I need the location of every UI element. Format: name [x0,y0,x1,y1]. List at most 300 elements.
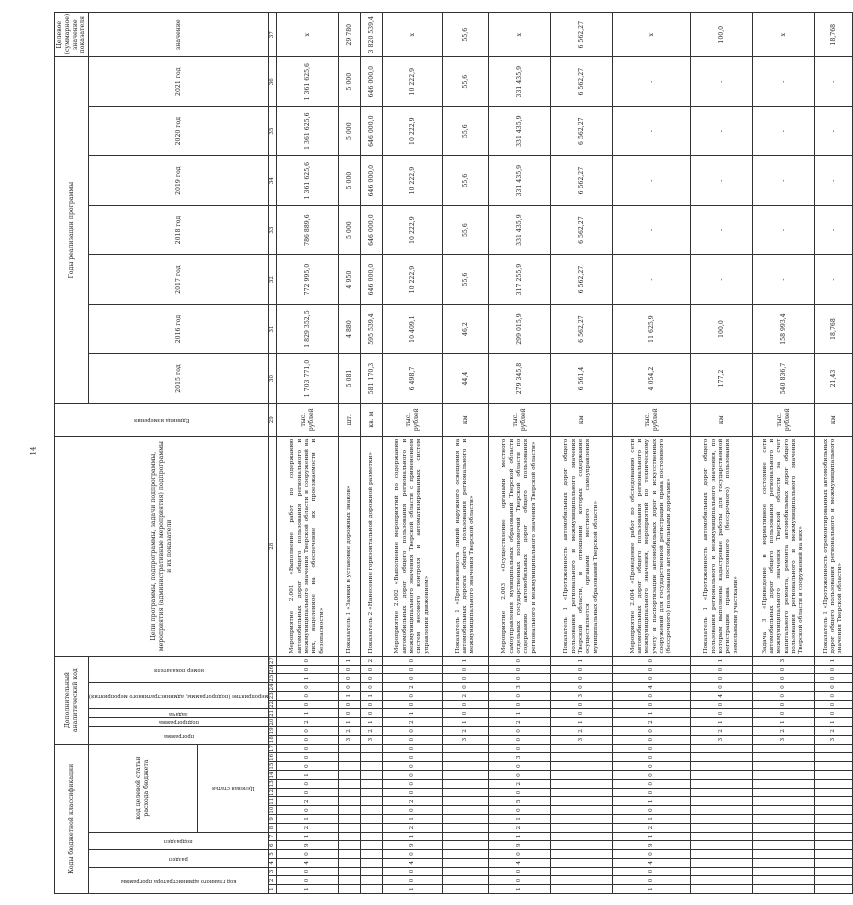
col-index: 32 [269,255,277,304]
code-digit-cell: 4 [613,858,691,867]
unit-cell: км [551,403,613,436]
code-digit-cell [815,744,853,753]
code-digit-cell [753,885,815,894]
year-value-cell: 4 950 [339,255,361,304]
code-digit-cell [691,744,753,753]
year-value-cell: - [815,106,853,155]
code-digit-cell [339,867,361,876]
year-value-cell: 6 562,27 [551,304,613,353]
target-value-cell: х [753,13,815,57]
year-2020-header: 2020 год [89,106,269,155]
unit-cell: тыс. рублей [489,403,551,436]
target-value-cell: 3 820 539,4 [361,13,383,57]
year-value-cell: 55,6 [443,156,489,205]
code-digit-cell: 3 [551,691,613,700]
code-digit-cell: 0 [753,691,815,700]
year-value-cell: - [613,156,691,205]
code-digit-cell [551,806,613,815]
code-digit-cell [551,841,613,850]
code-digit-cell [551,876,613,885]
code-digit-cell: 2 [613,718,691,727]
col-index: 17 [269,745,276,753]
code-digit-cell [339,753,361,762]
row-name-cell: Показатель 2 «Нанесение горизонтальной дорожной разметки» [361,436,383,656]
col-index: 29 [269,403,277,436]
code-digit-cell: 0 [551,674,613,683]
extra-code-header: Дополнительный аналитический код [55,656,89,744]
code-digit-cell [691,885,753,894]
code-digit-cell: 0 [613,788,691,797]
col-index: 12 [269,789,276,797]
year-value-cell: 5 000 [339,156,361,205]
code-digit-cell [815,762,853,771]
code-digit-cell [753,797,815,806]
code-digit-cell: 1 [277,832,339,841]
code-digit-cell: 0 [383,744,443,753]
code-digit-cell: 0 [339,700,361,709]
target-value-cell: х [489,13,551,57]
col-index: 5 [269,850,277,859]
code-digit-cell: 1 [361,718,383,727]
year-value-cell: 786 889,6 [277,205,339,254]
year-value-cell: 10 222,9 [383,57,443,106]
row-name-cell: Задача 3 «Приведение в нормативное состояние сети автомобильных дорог общего пользования регионального и межмуниципального значения Тверской области за счет капитального ремонта, ремонта автомобильных дорог общего пользования регионального и межмуниципального значения Тверской области и сооружений на них» [753,436,815,656]
code-digit-cell: 1 [277,885,339,894]
code-digit-cell: 0 [361,665,383,674]
target-value-cell: 55,6 [443,13,489,57]
year-value-cell: 10 222,9 [383,156,443,205]
code-digit-cell [815,788,853,797]
code-digit-cell: 1 [815,656,853,665]
code-digit-cell [753,753,815,762]
code-digit-cell [753,823,815,832]
col-index: 6 [269,841,277,850]
code-digit-cell [339,832,361,841]
year-value-cell: 55,6 [443,57,489,106]
year-value-cell: - [815,57,853,106]
year-value-cell: - [753,57,815,106]
code-digit-cell [443,876,489,885]
code-digit-cell: 0 [613,665,691,674]
unit-cell: тыс. рублей [753,403,815,436]
code-digit-cell: 0 [383,850,443,859]
code-digit-cell: 0 [489,735,551,744]
code-digit-cell: 5 [489,797,551,806]
code-digit-cell: 2 [443,727,489,736]
code-digit-cell [815,876,853,885]
code-digit-cell [361,832,383,841]
unit-cell: км [443,403,489,436]
code-digit-cell: 0 [815,683,853,692]
code-digit-cell: 2 [277,718,339,727]
code-digit-cell [815,753,853,762]
year-value-cell: 55,6 [443,106,489,155]
code-digit-cell [339,762,361,771]
code-digit-cell: 0 [489,691,551,700]
code-digit-cell: 1 [443,656,489,665]
code-digit-cell: 0 [489,762,551,771]
code-digit-cell [815,850,853,859]
year-value-cell: 4 880 [339,304,361,353]
col-index: 31 [269,304,277,353]
col-index: 27 [269,657,276,665]
year-value-cell: 5 000 [339,106,361,155]
code-digit-cell [551,850,613,859]
target-value-cell: 29 780 [339,13,361,57]
code-digit-cell: 9 [489,841,551,850]
code-digit-cell [361,762,383,771]
year-value-cell: 581 170,3 [361,354,383,403]
code-digit-cell: 2 [489,779,551,788]
year-value-cell: 55,6 [443,255,489,304]
target-value-cell: 18,768 [815,13,853,57]
year-value-cell: 10 222,9 [383,255,443,304]
year-2015-header: 2015 год [89,354,269,403]
year-value-cell: - [815,156,853,205]
code-digit-cell: 4 [489,858,551,867]
code-digit-cell [361,841,383,850]
code-digit-cell: 0 [443,674,489,683]
code-digit-cell: 0 [443,683,489,692]
code-digit-cell: 2 [361,727,383,736]
code-digit-cell: 2 [383,718,443,727]
year-value-cell: 6 562,27 [551,106,613,155]
code-digit-cell [339,744,361,753]
code-digit-cell [361,850,383,859]
code-digit-cell [339,876,361,885]
code-digit-cell: 3 [753,656,815,665]
year-value-cell: 331 435,9 [489,205,551,254]
code-digit-cell: 0 [443,709,489,718]
code-digit-cell: 1 [551,718,613,727]
code-digit-cell [815,858,853,867]
year-value-cell: 6 562,27 [551,57,613,106]
row-name-cell: Мероприятие 2.001 «Выполнение работ по содержанию автомобильных дорог общего пользования регионального и межмуниципального значения Тверской области и сооружений на них, нацеленное на обеспечение их проезжаемости и безопасности» [277,436,339,656]
code-digit-cell: 0 [753,683,815,692]
code-digit-cell: 1 [361,691,383,700]
col-index: 20 [269,718,276,726]
code-digit-cell [691,867,753,876]
code-digit-cell: 3 [753,735,815,744]
code-digit-cell [691,771,753,780]
year-value-cell: 5 000 [339,57,361,106]
page-number: 14 [29,446,38,456]
code-digit-cell: 4 [383,858,443,867]
target-group-header: Целевое (суммарное) значение показателя [55,13,89,57]
code-digit-cell: 0 [383,700,443,709]
unit-cell: тыс. рублей [277,403,339,436]
code-digit-cell: 2 [277,797,339,806]
code-digit-cell [753,788,815,797]
year-value-cell: 331 435,9 [489,106,551,155]
code-digit-cell: 0 [383,735,443,744]
code-digit-cell: 0 [613,867,691,876]
table-row [361,13,383,894]
year-value-cell: - [613,57,691,106]
code-digit-cell: 3 [489,753,551,762]
code-digit-cell [443,832,489,841]
code-digit-cell: 0 [489,700,551,709]
table-row [383,13,443,894]
code-digit-cell: 0 [383,779,443,788]
year-value-cell: 317 255,9 [489,255,551,304]
code-digit-cell: 1 [551,656,613,665]
year-2017-header: 2017 год [89,255,269,304]
row-name-cell: Показатель 1 «Протяженность отремонтированных автомобильных дорог общего пользования регионального и межмуниципального значения Тверской области» [815,436,853,656]
code-digit-cell: 0 [383,665,443,674]
code-digit-cell [361,779,383,788]
code-digit-cell [753,867,815,876]
col-index: 13 [269,780,276,788]
code-digit-cell [691,753,753,762]
code-digit-cell [551,885,613,894]
code-digit-cell: 0 [277,850,339,859]
code-digit-cell [691,858,753,867]
code-digit-cell [551,762,613,771]
row-name-cell: Показатель 1 «Протяженность линий наружного освещения на автомобильных дорогах общего пользования регионального и межмуниципального значения Тверской области» [443,436,489,656]
code-digit-cell: 0 [691,665,753,674]
code-digit-cell: 0 [383,876,443,885]
code-digit-cell: 4 [613,683,691,692]
code-digit-cell: 0 [753,665,815,674]
code-digit-cell: 0 [383,762,443,771]
code-digit-cell [443,797,489,806]
code-digit-cell: 0 [383,656,443,665]
year-value-cell: 646 000,0 [361,205,383,254]
code-digit-cell: 2 [489,718,551,727]
col-index: 14 [269,771,276,779]
col-index: 15 [269,762,276,770]
code-digit-cell [339,885,361,894]
year-value-cell: 646 000,0 [361,156,383,205]
code-digit-cell: 2 [489,823,551,832]
code-digit-cell [361,753,383,762]
admin-code-header: код главного администратора программы [89,867,269,893]
code-digit-cell: 0 [815,700,853,709]
year-value-cell: 4 054,2 [613,354,691,403]
target-value-cell: х [613,13,691,57]
year-value-cell: 1 829 352,5 [277,304,339,353]
code-digit-cell [443,771,489,780]
code-digit-cell [753,841,815,850]
code-digit-cell: 1 [489,814,551,823]
code-digit-cell [443,850,489,859]
code-digit-cell: 2 [361,656,383,665]
code-digit-cell: 1 [691,656,753,665]
code-digit-cell: 0 [361,683,383,692]
code-digit-cell [691,788,753,797]
code-digit-cell [361,744,383,753]
code-digit-cell: 0 [489,867,551,876]
table-row [443,13,489,894]
code-digit-cell: 0 [383,753,443,762]
target-article-header: код целевой статьи расхода бюджета [89,744,198,832]
code-digit-cell [551,858,613,867]
col-index: 10 [269,806,276,814]
year-value-cell: - [613,205,691,254]
code-digit-cell: 0 [691,674,753,683]
year-value-cell: 299 015,9 [489,304,551,353]
code-digit-cell [753,744,815,753]
year-value-cell: 6 562,27 [551,205,613,254]
code-digit-cell: 0 [613,753,691,762]
row-name-cell: Показатель 1 «Протяженность автомобильных дорог общего пользования регионального и межмуниципального значения, по которым выполнены кадастровые работы для государственной регистрации права постоянного (бессрочного) пользования земельными участками» [691,436,753,656]
code-digit-cell: 0 [383,806,443,815]
col-index: 3 [269,867,277,876]
code-digit-cell: 1 [613,709,691,718]
code-digit-cell: 2 [443,691,489,700]
code-digit-cell: 1 [613,814,691,823]
code-digit-cell: 0 [551,665,613,674]
code-digit-cell: 1 [339,656,361,665]
col-index: 16 [269,753,276,761]
year-value-cell: - [753,106,815,155]
code-digit-cell: 1 [383,885,443,894]
code-digit-cell: 0 [489,727,551,736]
code-digit-cell [691,779,753,788]
years-group-header: Годы реализации программы [55,57,89,403]
code-digit-cell [361,788,383,797]
code-digit-cell: 3 [443,735,489,744]
unit-cell: тыс. рублей [383,403,443,436]
code-digit-cell [691,876,753,885]
table-row [339,13,361,894]
code-digit-cell: 1 [339,691,361,700]
code-digit-cell: 1 [383,832,443,841]
code-digit-cell: 1 [815,718,853,727]
year-value-cell: - [753,156,815,205]
year-value-cell: 11 625,9 [613,304,691,353]
year-2018-header: 2018 год [89,205,269,254]
col-index: 26 [269,665,276,673]
col-index: 23 [269,692,276,700]
code-digit-cell [551,814,613,823]
code-digit-cell: 0 [443,665,489,674]
year-value-cell: 158 993,4 [753,304,815,353]
code-digit-cell: 0 [339,709,361,718]
code-digit-cell: 0 [277,735,339,744]
year-value-cell: 1 361 625,6 [277,57,339,106]
code-digit-cell: 2 [551,727,613,736]
code-digit-cell [753,806,815,815]
code-digit-cell: 0 [551,700,613,709]
code-digit-cell: 1 [489,832,551,841]
year-value-cell: 177,2 [691,354,753,403]
code-digit-cell [443,885,489,894]
code-digit-cell [443,788,489,797]
code-digit-cell: 0 [613,674,691,683]
year-value-cell: - [691,255,753,304]
code-digit-cell: 1 [339,718,361,727]
code-digit-cell: 0 [489,771,551,780]
code-digit-cell: 2 [691,727,753,736]
code-digit-cell: 1 [613,885,691,894]
program-rows [277,13,853,894]
code-digit-cell [443,823,489,832]
target-value-cell: 6 562,27 [551,13,613,57]
year-value-cell: - [753,255,815,304]
code-digit-cell: 1 [613,832,691,841]
year-value-cell: 595 539,4 [361,304,383,353]
code-digit-cell: 0 [489,674,551,683]
code-digit-cell: 0 [361,674,383,683]
code-digit-cell: 3 [551,735,613,744]
year-value-cell: 100,0 [691,304,753,353]
year-value-cell: 6 562,27 [551,255,613,304]
code-digit-cell [691,814,753,823]
code-digit-cell: 0 [443,700,489,709]
code-digit-cell [361,867,383,876]
year-2016-header: 2016 год [89,304,269,353]
target-value-cell: 100,0 [691,13,753,57]
code-digit-cell: 1 [277,674,339,683]
year-2019-header: 2019 год [89,156,269,205]
code-digit-cell [361,876,383,885]
row-name-cell: Показатель 1 «Заявки в установке дорожных знаков» [339,436,361,656]
code-digit-cell [691,823,753,832]
code-digit-cell: 1 [277,771,339,780]
code-digit-cell: 2 [277,823,339,832]
code-digit-cell [339,788,361,797]
year-value-cell: - [815,255,853,304]
year-value-cell: - [613,106,691,155]
code-digit-cell [361,858,383,867]
unit-column-header: Единица измерения [55,403,269,436]
code-digit-cell: 0 [815,709,853,718]
code-digit-cell: 9 [383,841,443,850]
code-digit-cell: 0 [753,674,815,683]
code-digit-cell [815,885,853,894]
year-value-cell: 10 222,9 [383,106,443,155]
code-digit-cell [815,814,853,823]
code-digit-cell [339,858,361,867]
code-digit-cell: 0 [613,727,691,736]
col-index: 24 [269,683,276,691]
code-digit-cell: 0 [339,665,361,674]
code-digit-cell [691,806,753,815]
code-digit-cell [753,779,815,788]
code-digit-cell: 0 [489,806,551,815]
code-digit-cell: 3 [339,735,361,744]
unit-cell: шт. [339,403,361,436]
code-digit-cell: 0 [551,683,613,692]
code-digit-cell: 3 [489,683,551,692]
code-digit-cell: 9 [613,841,691,850]
code-digit-cell: 0 [613,779,691,788]
code-digit-cell [443,867,489,876]
col-index: 21 [269,709,276,717]
code-digit-cell [753,814,815,823]
code-digit-cell [443,858,489,867]
code-digit-cell [691,832,753,841]
code-digit-cell: 9 [277,841,339,850]
code-digit-cell: 0 [277,656,339,665]
code-digit-cell: 0 [383,771,443,780]
code-digit-cell [753,771,815,780]
code-digit-cell: 0 [277,867,339,876]
code-digit-cell: 0 [489,744,551,753]
code-digit-cell: 0 [613,700,691,709]
extra-indicator-header: номер показателя [89,656,269,682]
year-value-cell: 646 000,0 [361,255,383,304]
extra-program-header: программа [89,727,269,745]
unit-cell: тыс. рублей [613,403,691,436]
year-value-cell: 1 703 771,0 [277,354,339,403]
code-digit-cell: 3 [815,735,853,744]
name-column-header: Цели программы, подпрограммы, задачи подпрограммы, мероприятия (административные мероприятия) подпрограммы и их показатели [55,436,269,656]
code-digit-cell [361,806,383,815]
code-digit-cell [691,797,753,806]
